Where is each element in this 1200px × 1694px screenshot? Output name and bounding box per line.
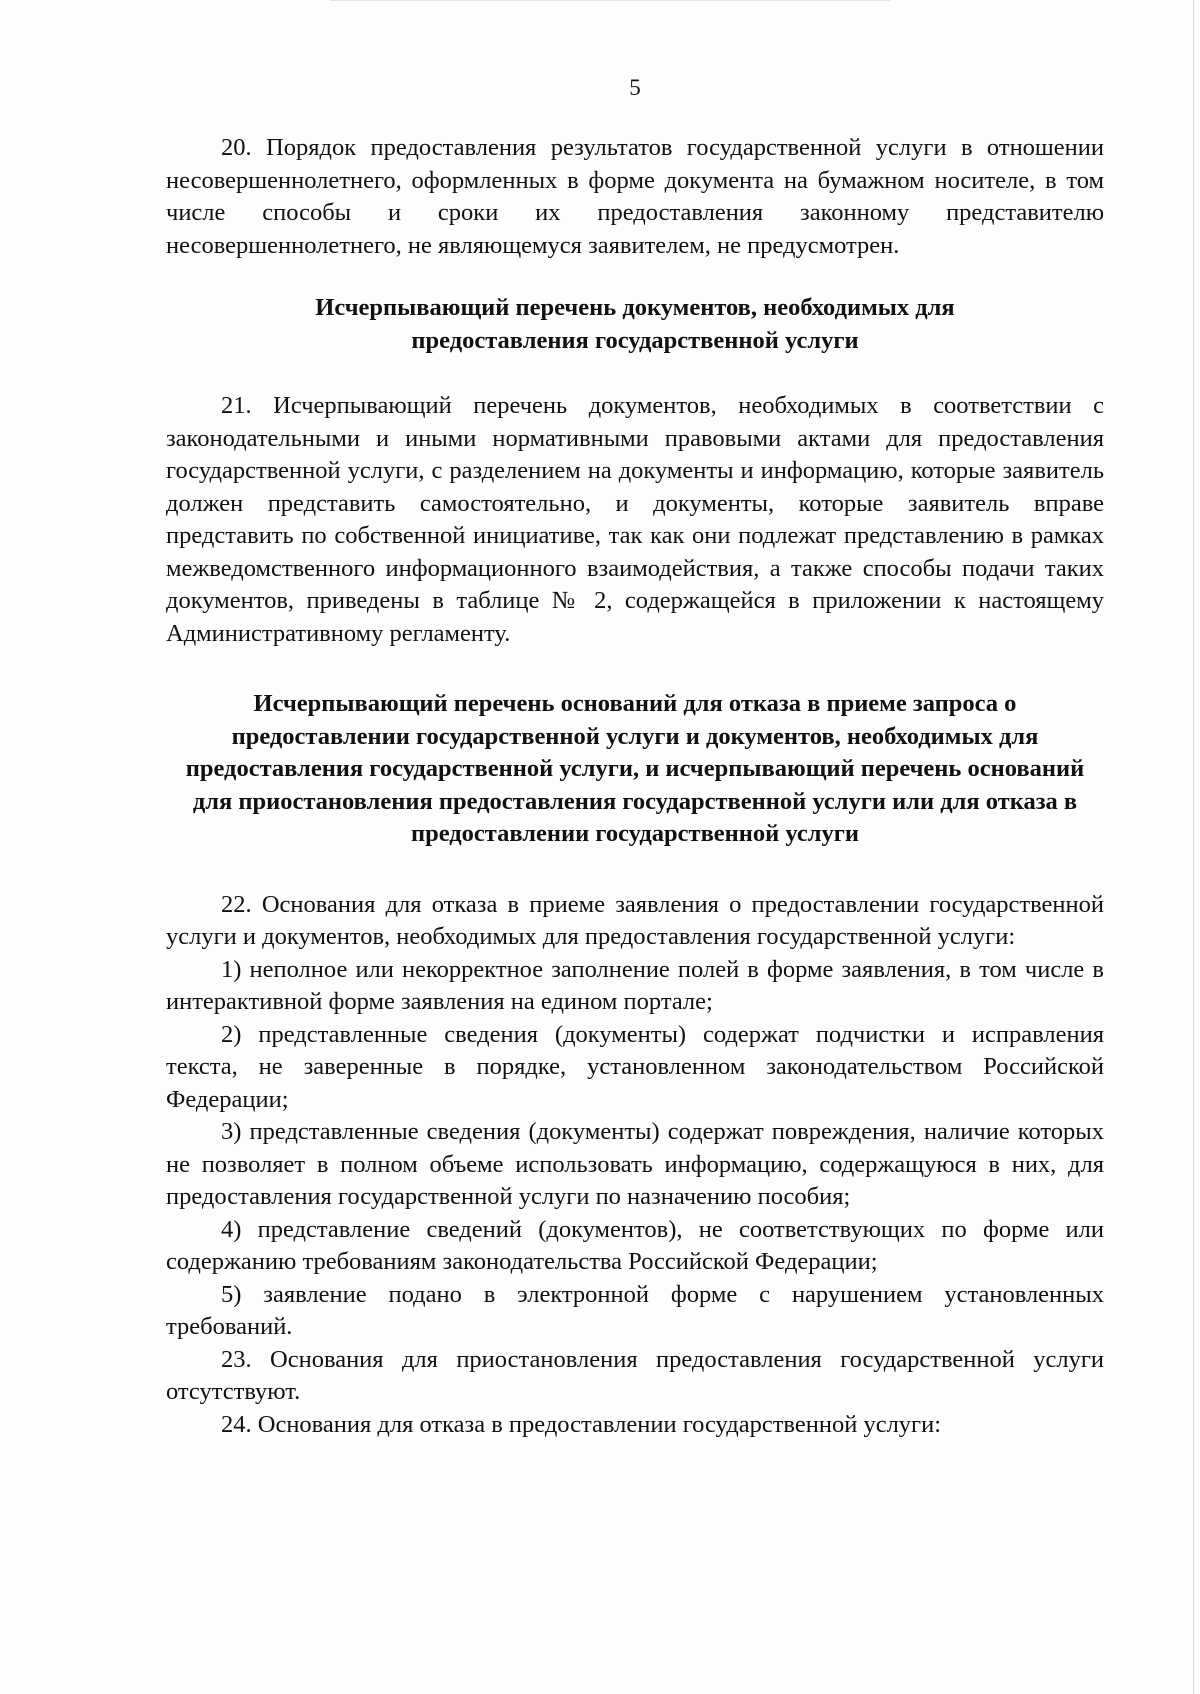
list-item-5: 5) заявление подано в электронной форме с нарушением установленных требований. bbox=[166, 1280, 1104, 1340]
heading-documents-list: Исчерпывающий перечень документов, необходимых для предоставления государственной услуги bbox=[315, 294, 955, 354]
paragraph-22: 22. Основания для отказа в приеме заявления о предоставлении государственной услуги и документов, необходимых для предоставления государственной услуги: bbox=[166, 890, 1104, 950]
scan-right-edge bbox=[1193, 0, 1194, 1694]
paragraph-20: 20. Порядок предоставления результатов государственной услуги в отношении несовершеннолетнего, оформленных в форме документа на бумажном носителе, в том числе способы и сроки их предоставления законному представителю несовершеннолетнего, не являющемуся заявителем, не предусмотрен. bbox=[166, 134, 1104, 259]
paragraph-21: 21. Исчерпывающий перечень документов, необходимых в соответствии с законодательными и иными нормативными правовыми актами для предоставления государственной услуги, с разделением на документы и информацию, которые заявитель должен представить самостоятельно, и документы, которые заявитель вправе представить по собственной инициативе, так как они подлежат представлению в рамках межведомственного информационного взаимодействия, а также способы подачи таких документов, приведены в таблице № 2, содержащейся в приложении к настоящему Административному регламенту. bbox=[166, 392, 1104, 647]
document-body bbox=[166, 132, 1104, 1441]
paragraph-24: 24. Основания для отказа в предоставлении государственной услуги: bbox=[221, 1410, 942, 1438]
list-item-4: 4) представление сведений (документов), не соответствующих по форме или содержанию требованиям законодательства Российской Федерации; bbox=[166, 1215, 1104, 1275]
heading-refusal-grounds: Исчерпывающий перечень оснований для отказа в приеме запроса о предоставлении государственной услуги и документов, необходимых для предоставления государственной услуги, и исчерпывающий перечень оснований для приостановления предоставления государственной услуги или для отказа в предоставлении государственной услуги bbox=[185, 690, 1085, 847]
page-number: 5 bbox=[629, 75, 641, 100]
scan-top-edge bbox=[330, 0, 890, 1]
list-item-3: 3) представленные сведения (документы) содержат повреждения, наличие которых не позволяет в полном объеме использовать информацию, содержащуюся в них, для предоставления государственной услуги по назначению пособия; bbox=[166, 1118, 1104, 1210]
list-item-1: 1) неполное или некорректное заполнение полей в форме заявления, в том числе в интерактивной форме заявления на едином портале; bbox=[166, 955, 1104, 1015]
paragraph-23: 23. Основания для приостановления предоставления государственной услуги отсутствуют. bbox=[166, 1345, 1104, 1405]
list-item-2: 2) представленные сведения (документы) содержат подчистки и исправления текста, не заверенные в порядке, установленном законодательством Российской Федерации; bbox=[166, 1020, 1104, 1113]
